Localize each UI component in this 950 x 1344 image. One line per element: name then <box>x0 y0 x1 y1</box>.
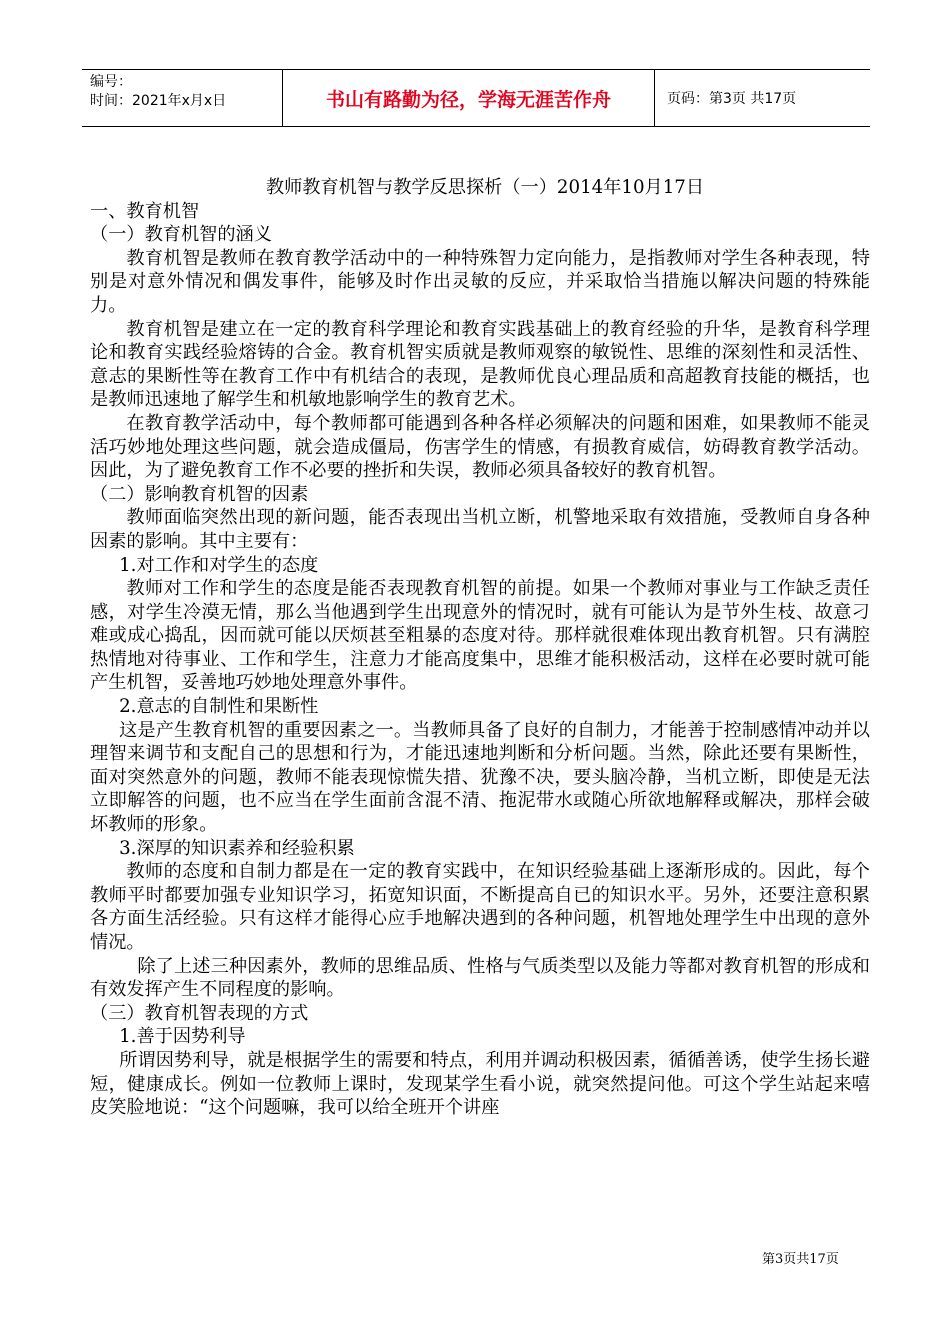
subsection-heading: （三）教育机智表现的方式 <box>90 1002 309 1024</box>
page-footer: 第3页共17页 <box>762 1252 839 1267</box>
document-title: 教师教育机智与教学反思探析（一）2014年10月17日 <box>265 177 705 198</box>
time-label: 时间：2021年x月x日 <box>90 93 227 109</box>
header-page-label: 页码：第3页 共17页 <box>667 91 797 107</box>
section-heading: 一、教育机智 <box>90 200 200 222</box>
subsection-heading: （一）教育机智的涵义 <box>90 224 272 246</box>
paragraph: 除了上述三种因素外，教师的思维品质、性格与气质类型以及能力等都对教育机智的形成和有效发挥产生不同程度的影响。 <box>90 955 870 1001</box>
list-item-heading: 3.深厚的知识素养和经验积累 <box>119 837 355 859</box>
paragraph: 教师面临突然出现的新问题，能否表现出当机立断，机警地采取有效措施，受教师自身各种因素的影响。其中主要有： <box>90 507 870 552</box>
paragraph: 在教育教学活动中，每个教师都可能遇到各种各样必须解决的问题和困难，如果教师不能灵活巧妙地处理这些问题，就会造成僵局，伤害学生的情感，有损教育威信，妨碍教育教学活动。因此，为了避免教育工作不必要的挫折和失误，教师必须具备较好的教育机智。 <box>90 412 870 482</box>
paragraph: 教师的态度和自制力都是在一定的教育实践中，在知识经验基础上逐渐形成的。因此，每个教师平时都要加强专业知识学习，拓宽知识面，不断提高自已的知识水平。另外，还要注意积累各方面生活经验。只有这样才能得心应手地解决遇到的各种问题，机智地处理学生中出现的意外情况。 <box>90 861 870 953</box>
paragraph: 教育机智是教师在教育教学活动中的一种特殊智力定向能力，是指教师对学生各种表现，特别是对意外情况和偶发事件，能够及时作出灵敏的反应，并采取恰当措施以解决问题的特殊能力。 <box>90 247 870 316</box>
document-body <box>90 176 870 1120</box>
number-label: 编号： <box>90 74 132 90</box>
header-meta <box>82 70 283 126</box>
paragraph: 教育机智是建立在一定的教育科学理论和教育实践基础上的教育经验的升华，是教育科学理论和教育实践经验熔铸的合金。教育机智实质就是教师观察的敏锐性、思维的深刻性和灵活性、意志的果断性等在教育工作中有机结合的表现，是教师优良心理品质和高超教育技能的概括，也是教师迅速地了解学生和机敏地影响学生的教育艺术。 <box>90 318 870 411</box>
list-item-heading: 2.意志的自制性和果断性 <box>119 696 319 718</box>
page-header <box>82 69 870 127</box>
subsection-heading: （二）影响教育机智的因素 <box>90 483 309 505</box>
header-motto: 书山有路勤为径，学海无涯苦作舟 <box>283 70 655 126</box>
paragraph: 所谓因势利导，就是根据学生的需要和特点，利用并调动积极因素，循循善诱，使学生扬长避短，健康成长。例如一位教师上课时，发现某学生看小说，就突然提问他。可这个学生站起来嘻皮笑脸地说：“这个问题嘛，我可以给全班开个讲座 <box>90 1049 870 1119</box>
list-item-heading: 1.善于因势利导 <box>119 1026 246 1048</box>
paragraph: 这是产生教育机智的重要因素之一。当教师具备了良好的自制力，才能善于控制感情冲动并以理智来调节和支配自己的思想和行为，才能迅速地判断和分析问题。当然，除此还要有果断性，面对突然意外的问题，教师不能表现惊慌失措、犹豫不决，要头脑冷静，当机立断，即使是无法立即解答的问题，也不应当在学生面前含混不清、拖泥带水或随心所欲地解释或解决，那样会破坏教师的形象。 <box>90 719 870 836</box>
list-item-heading: 1.对工作和对学生的态度 <box>119 554 319 576</box>
paragraph: 教师对工作和学生的态度是能否表现教育机智的前提。如果一个教师对事业与工作缺乏责任感，对学生冷漠无情，那么当他遇到学生出现意外的情况时，就有可能认为是节外生枝、故意刁难或成心捣乱，因而就可能以厌烦甚至粗暴的态度对待。那样就很难体现出教育机智。只有满腔热情地对待事业、工作和学生，注意力才能高度集中，思维才能积极活动，这样在必要时就可能产生机智，妥善地巧妙地处理意外事件。 <box>90 578 870 694</box>
